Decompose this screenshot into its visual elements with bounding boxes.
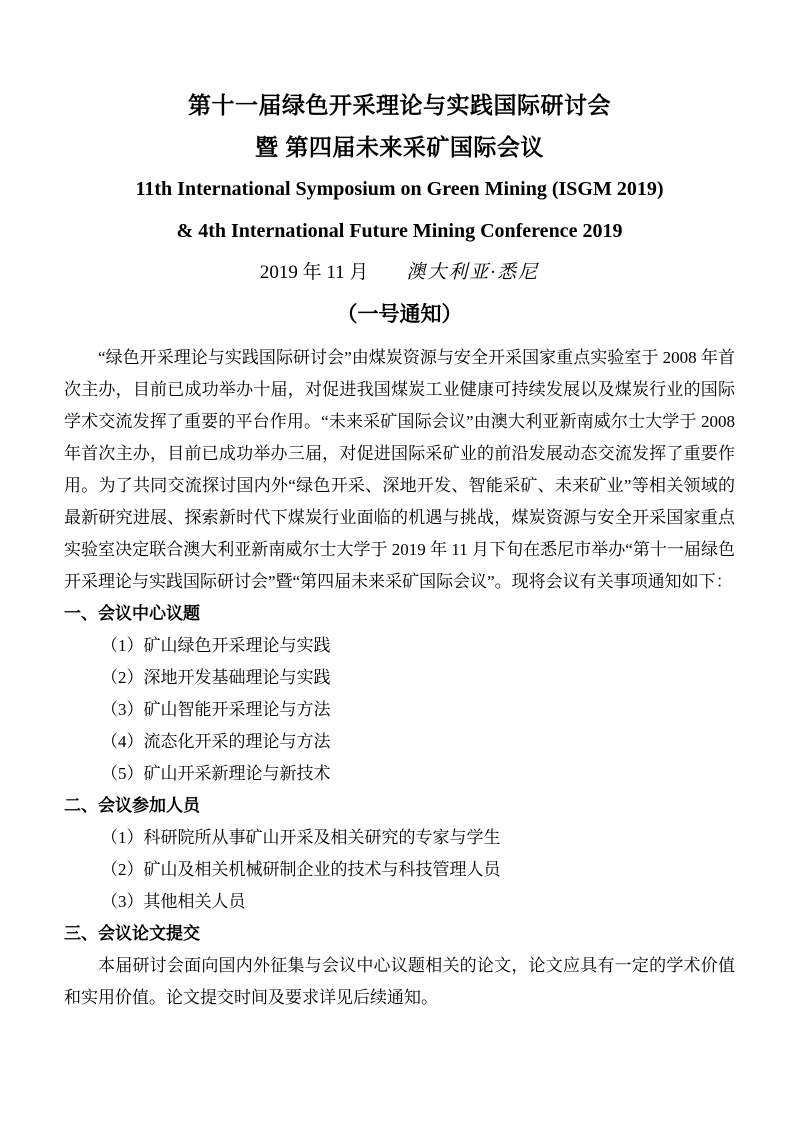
section-heading-topics: 一、会议中心议题	[64, 604, 200, 623]
title-chinese-line2: 暨 第四届未来采矿国际会议	[255, 134, 544, 160]
topic-item-4: （4）流态化开采的理论与方法	[101, 732, 331, 751]
conference-date: 2019 年 11 月	[259, 262, 369, 283]
topic-item-3: （3）矿山智能开采理论与方法	[101, 700, 331, 719]
topic-item-5: （5）矿山开采新理论与新技术	[101, 764, 331, 783]
participant-item-2: （2）矿山及相关机械研制企业的技术与科技管理人员	[101, 860, 501, 879]
conference-location: 澳大利亚·悉尼	[406, 262, 540, 283]
section-heading-papers: 三、会议论文提交	[64, 924, 200, 943]
participant-item-1: （1）科研院所从事矿山开采及相关研究的专家与学生	[101, 828, 501, 847]
papers-paragraph: 本届研讨会面向国内外征集与会议中心议题相关的论文，论文应具有一定的学术价值和实用价值。论文提交时间及要求详见后续通知。	[64, 956, 735, 1007]
title-chinese-line1: 第十一届绿色开采理论与实践国际研讨会	[188, 92, 611, 118]
title-english-line2: & 4th International Future Mining Conference 2019	[176, 220, 623, 242]
notice-number-label: （一号通知）	[336, 303, 463, 326]
topic-item-1: （1）矿山绿色开采理论与实践	[101, 636, 331, 655]
date-location-line	[64, 252, 735, 294]
document-body	[64, 342, 735, 1014]
section-heading-participants: 二、会议参加人员	[64, 796, 200, 815]
topic-item-2: （2）深地开发基础理论与实践	[101, 668, 331, 687]
title-english-line1: 11th International Symposium on Green Mining (ISGM 2019)	[135, 178, 664, 200]
intro-paragraph: “绿色开采理论与实践国际研讨会”由煤炭资源与安全开采国家重点实验室于 2008 年首次主办，目前已成功举办十届，对促进我国煤炭工业健康可持续发展以及煤炭行业的国际学术交流发挥了重要的平台作用。“未来采矿国际会议”由澳大利亚新南威尔士大学于 2008 年首次主办，目前已成功举办三届，对促进国际采矿业的前沿发展动态交流发挥了重要作用。为了共同交流探讨国内外“绿色开采、深地开发、智能采矿、未来矿业”等相关领域的最新研究进展、探索新时代下煤炭行业面临的机遇与挑战，煤炭资源与安全开采国家重点实验室决定联合澳大利亚新南威尔士大学于 2019 年 11 月下旬在悉尼市举办“第十一届绿色开采理论与实践国际研讨会”暨“第四届未来采矿国际会议”。现将会议有关事项通知如下：	[64, 348, 735, 591]
participant-item-3: （3）其他相关人员	[101, 892, 246, 911]
